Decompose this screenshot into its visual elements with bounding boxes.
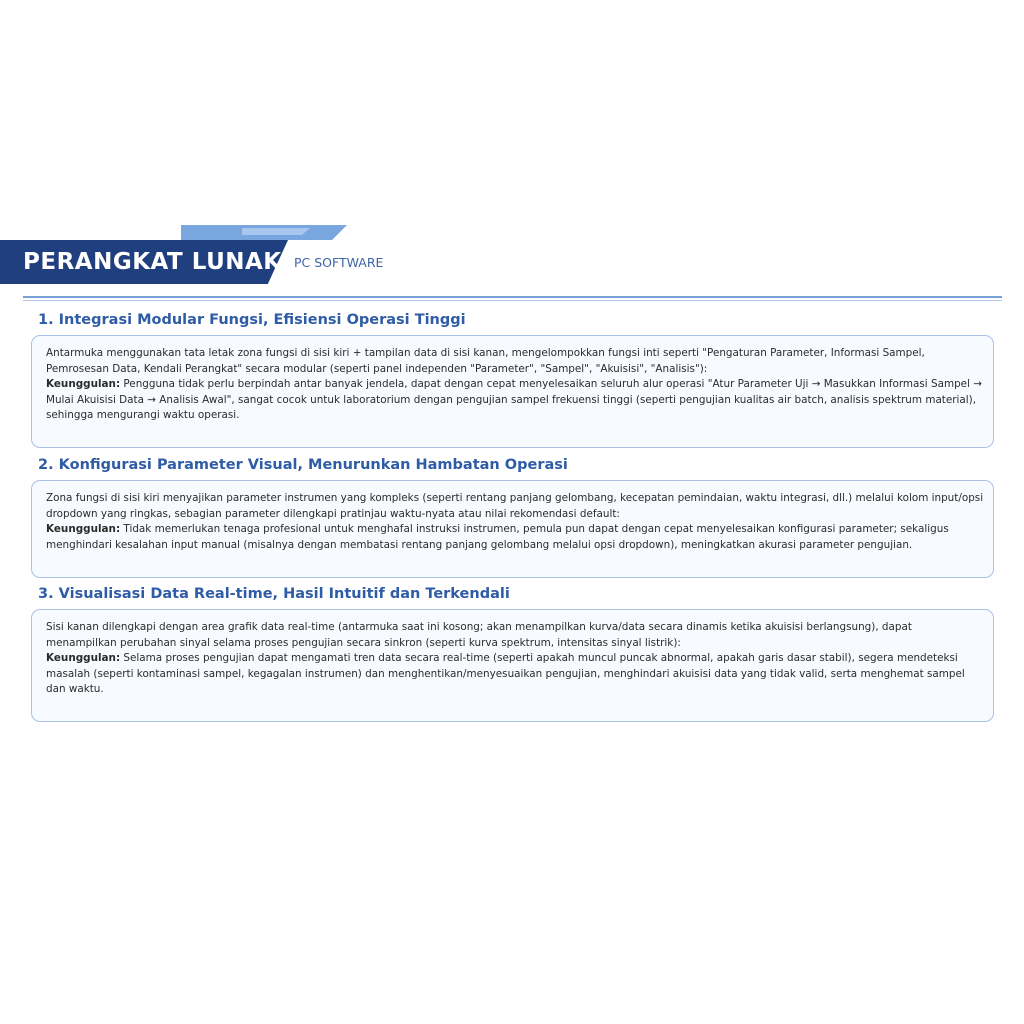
section-3-box	[31, 609, 994, 722]
page-title: PERANGKAT LUNAK	[23, 249, 282, 275]
header-divider	[23, 296, 1002, 298]
section-3-description: Sisi kanan dilengkapi dengan area grafik data real-time (antarmuka saat ini kosong; akan menampilkan kurva/data secara dinamis ketika akuisisi berlangsung), dapat menampilkan perubahan sinyal selama proses pengujian secara sinkron (seperti kurva spektrum, intensitas sinyal listrik):	[46, 621, 912, 649]
section-1-heading: 1. Integrasi Modular Fungsi, Efisiensi Operasi Tinggi	[38, 312, 466, 328]
section-1-box	[31, 335, 994, 448]
section-3-heading: 3. Visualisasi Data Real-time, Hasil Intuitif dan Terkendali	[38, 586, 510, 602]
section-1-advantage-label: Keunggulan:	[46, 378, 121, 390]
section-2-advantage-text: Tidak memerlukan tenaga profesional untuk menghafal instruksi instrumen, pemula pun dapat dengan cepat menyelesaikan konfigurasi parameter; sekaligus menghindari kesalahan input manual (misalnya dengan membatasi rentang panjang gelombang melalui opsi dropdown), meningkatkan akurasi parameter pengujian.	[46, 523, 949, 551]
banner-accent-highlight	[242, 228, 310, 235]
section-1-description: Antarmuka menggunakan tata letak zona fungsi di sisi kiri + tampilan data di sisi kanan, mengelompokkan fungsi inti seperti "Pengaturan Parameter, Informasi Sampel, Pemrosesan Data, Kendali Perangkat" secara modular (seperti panel independen "Parameter", "Sampel", "Akuisisi", "Analisis"):	[46, 347, 925, 375]
section-1-advantage-text: Pengguna tidak perlu berpindah antar banyak jendela, dapat dengan cepat menyelesaikan seluruh alur operasi "Atur Parameter Uji → Masukkan Informasi Sampel → Mulai Akuisisi Data → Analisis Awal", sangat cocok untuk laboratorium dengan pengujian sampel frekuensi tinggi (seperti pengujian kualitas air batch, analisis spektrum material), sehingga mengurangi waktu operasi.	[46, 378, 982, 421]
section-2-box	[31, 480, 994, 578]
section-2-advantage	[46, 522, 985, 553]
section-1-advantage	[46, 377, 985, 424]
section-3-advantage-label: Keunggulan:	[46, 652, 121, 664]
header-divider-thin	[23, 300, 1002, 301]
page-subtitle: PC SOFTWARE	[294, 255, 384, 270]
section-3-advantage-text: Selama proses pengujian dapat mengamati tren data secara real-time (seperti apakah muncul puncak abnormal, apakah garis dasar stabil), segera mendeteksi masalah (seperti kontaminasi sampel, kegagalan instrumen) dan menghentikan/menyesuaikan pengujian, menghindari akuisisi data yang tidak valid, serta menghemat sampel dan waktu.	[46, 652, 965, 695]
section-3-advantage	[46, 651, 985, 698]
section-2-advantage-label: Keunggulan:	[46, 523, 121, 535]
section-2-heading: 2. Konfigurasi Parameter Visual, Menurunkan Hambatan Operasi	[38, 457, 568, 473]
section-2-description: Zona fungsi di sisi kiri menyajikan parameter instrumen yang kompleks (seperti rentang panjang gelombang, kecepatan pemindaian, waktu integrasi, dll.) melalui kolom input/opsi dropdown yang ringkas, sebagian parameter dilengkapi pratinjau waktu-nyata atau nilai rekomendasi default:	[46, 492, 984, 520]
